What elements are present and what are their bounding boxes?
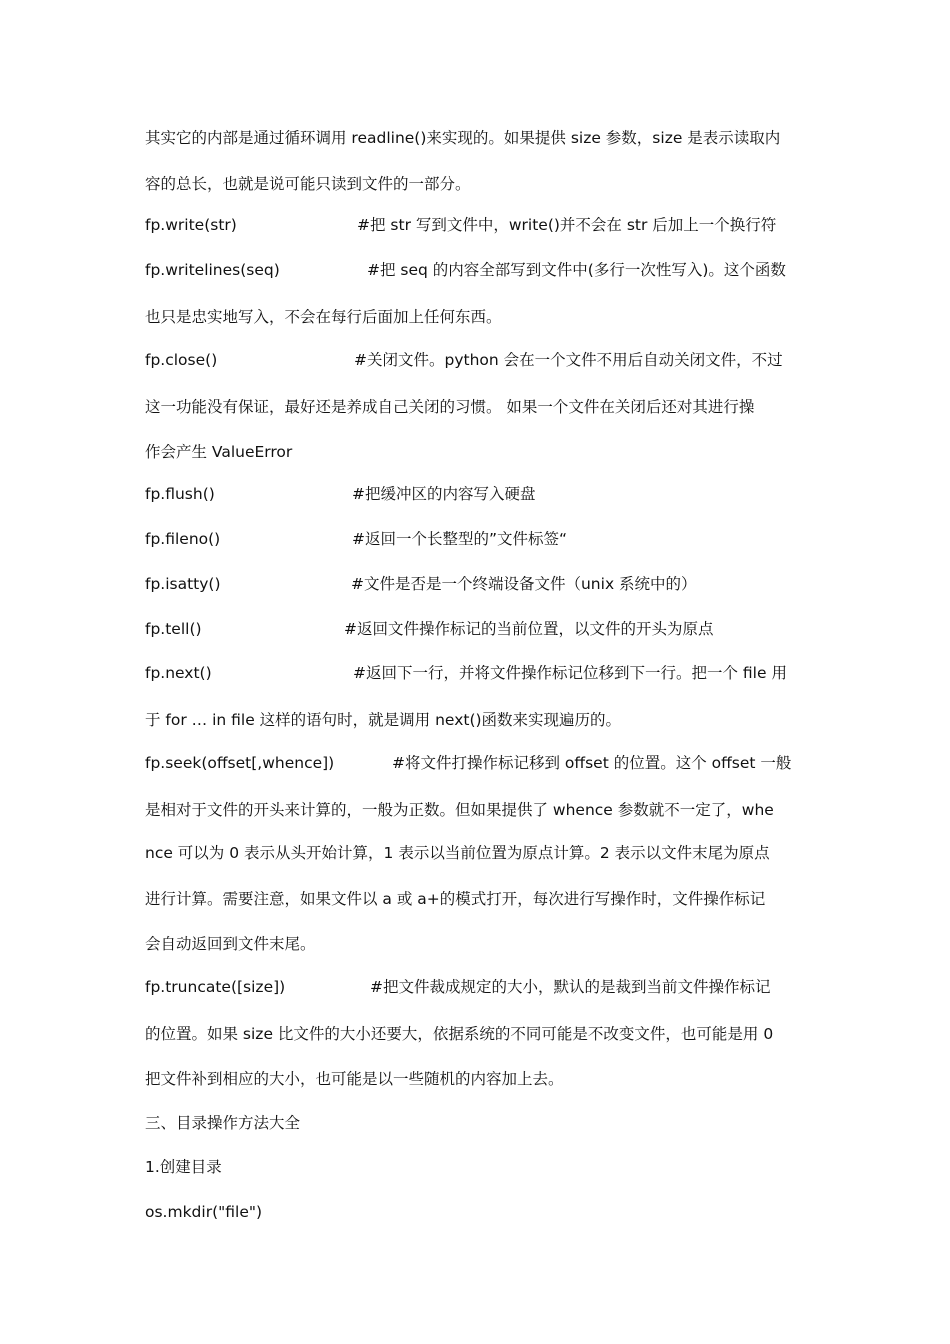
method-code: fp.flush() — [145, 485, 215, 503]
method-code: fp.write(str) — [145, 216, 237, 234]
line-text: 会自动返回到文件末尾。 — [145, 935, 316, 953]
paragraph-line — [145, 306, 502, 328]
method-code: fp.seek(offset[,whence]) — [145, 754, 335, 772]
paragraph-line — [145, 888, 765, 910]
method-comment: #将文件打操作标记移到 offset 的位置。这个 offset 一般 — [392, 754, 792, 772]
method-comment: #关闭文件。python 会在一个文件不用后自动关闭文件，不过 — [354, 351, 783, 369]
paragraph-line — [145, 1023, 773, 1045]
section-heading — [145, 1112, 300, 1134]
code-text: os.mkdir("file") — [145, 1203, 263, 1221]
paragraph-line — [145, 127, 780, 149]
method-line-isatty — [145, 573, 697, 595]
line-text: 进行计算。需要注意，如果文件以 a 或 a+的模式打开，每次进行写操作时，文件操作标记 — [145, 890, 766, 908]
method-comment: #把 seq 的内容全部写到文件中(多行一次性写入)。这个函数 — [367, 261, 786, 279]
method-comment: #返回一个长整型的”文件标签“ — [352, 530, 568, 548]
method-code: fp.tell() — [145, 620, 202, 638]
method-comment: #把缓冲区的内容写入硬盘 — [352, 485, 536, 503]
line-text: 作会产生 ValueError — [145, 443, 293, 461]
code-line — [145, 1201, 262, 1223]
line-text: 的位置。如果 size 比文件的大小还要大，依据系统的不同可能是不改变文件，也可能是用 0 — [145, 1025, 774, 1043]
heading-text: 1.创建目录 — [145, 1158, 222, 1176]
paragraph-line — [145, 799, 774, 821]
line-text: 这一功能没有保证，最好还是养成自己关闭的习惯。 如果一个文件在关闭后还对其进行操 — [145, 398, 755, 416]
method-line-write — [145, 214, 777, 236]
method-code: fp.next() — [145, 664, 212, 682]
method-line-seek — [145, 752, 792, 774]
line-text: 容的总长，也就是说可能只读到文件的一部分。 — [145, 175, 471, 193]
method-code: fp.truncate([size]) — [145, 978, 286, 996]
method-line-tell — [145, 618, 714, 640]
method-line-close — [145, 349, 783, 371]
method-comment: #返回文件操作标记的当前位置，以文件的开头为原点 — [344, 620, 714, 638]
method-code: fp.fileno() — [145, 530, 221, 548]
paragraph-line — [145, 1068, 564, 1090]
line-text: 其实它的内部是通过循环调用 readline()来实现的。如果提供 size 参数，size 是表示读取内 — [145, 129, 781, 147]
method-comment: #把 str 写到文件中，write()并不会在 str 后加上一个换行符 — [357, 216, 777, 234]
line-text: 于 for … in file 这样的语句时，就是调用 next()函数来实现遍历的。 — [145, 711, 622, 729]
method-comment: #把文件裁成规定的大小，默认的是裁到当前文件操作标记 — [370, 978, 771, 996]
method-line-writelines — [145, 259, 786, 281]
method-code: fp.close() — [145, 351, 218, 369]
method-line-truncate — [145, 976, 771, 998]
method-code: fp.writelines(seq) — [145, 261, 280, 279]
paragraph-line — [145, 842, 770, 864]
method-comment: #文件是否是一个终端设备文件（unix 系统中的） — [351, 575, 697, 593]
subsection-heading — [145, 1156, 222, 1178]
paragraph-line — [145, 396, 754, 418]
line-text: 是相对于文件的开头来计算的，一般为正数。但如果提供了 whence 参数就不一定了，whe — [145, 801, 774, 819]
heading-text: 三、目录操作方法大全 — [145, 1114, 301, 1132]
line-text: nce 可以为 0 表示从头开始计算，1 表示以当前位置为原点计算。2 表示以文件末尾为原点 — [145, 844, 770, 862]
method-line-fileno — [145, 528, 568, 550]
method-code: fp.isatty() — [145, 575, 221, 593]
method-comment: #返回下一行，并将文件操作标记位移到下一行。把一个 file 用 — [353, 664, 787, 682]
paragraph-line — [145, 709, 621, 731]
method-line-next — [145, 662, 787, 684]
paragraph-line — [145, 441, 292, 463]
line-text: 把文件补到相应的大小，也可能是以一些随机的内容加上去。 — [145, 1070, 564, 1088]
line-text: 也只是忠实地写入，不会在每行后面加上任何东西。 — [145, 308, 502, 326]
method-line-flush — [145, 483, 536, 505]
paragraph-line — [145, 173, 471, 195]
paragraph-line — [145, 933, 316, 955]
